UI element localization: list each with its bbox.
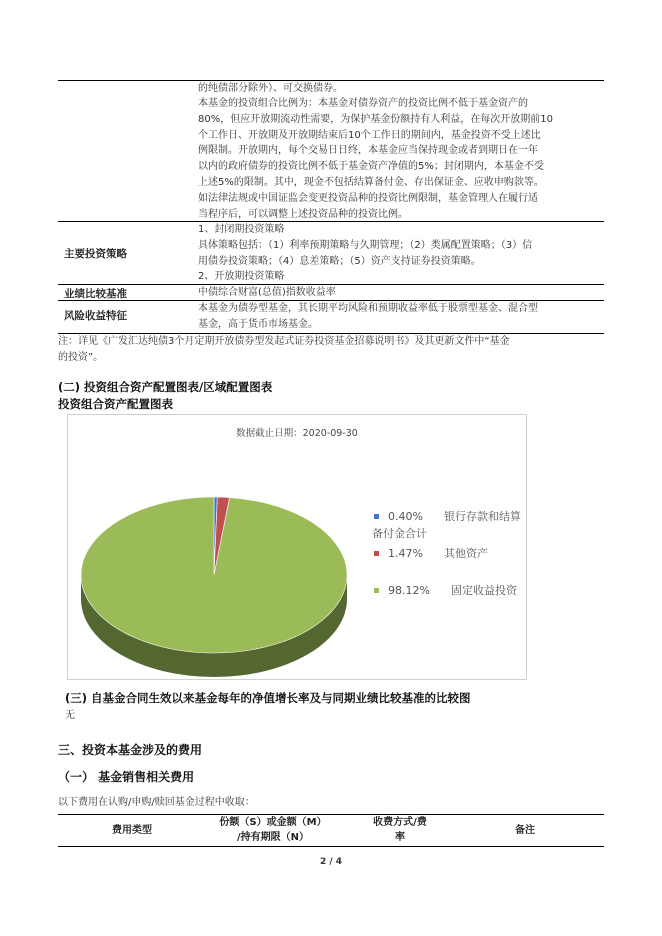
text-line: 用债券投资策略；（4）息差策略；（5）资产支持证券投资策略。 [198, 255, 481, 267]
legend-item-other [388, 545, 488, 561]
investment-scope-tail: 的纯债部分除外）、可交换债券。 [198, 83, 343, 94]
header-line: 收费方式/费 [373, 817, 427, 828]
pie-chart-frame [67, 414, 527, 680]
benchmark-label: 业绩比较基准 [64, 288, 127, 300]
text-line: 上述5%的限制。其中，现金不包括结算备付金、存出保证金、应收申购款等。 [198, 176, 544, 188]
chart-heading: 投资组合资产配置图表 [58, 397, 173, 411]
text-line: 基金，高于货币市场基金。 [198, 318, 318, 330]
legend-swatch-fixed [374, 588, 379, 593]
pie-chart [68, 415, 368, 679]
text-line: 2、开放期投资策略 [198, 271, 285, 283]
text-line: 本基金为债券型基金，其长期平均风险和预期收益率低于股票型基金、混合型 [198, 303, 538, 314]
fee-table-header-rule [58, 846, 604, 847]
page-number: 2 / 4 [319, 857, 343, 867]
legend-label: 银行存款和结算 [443, 510, 521, 523]
main-section-title: 三、投资本基金涉及的费用 [58, 743, 203, 757]
legend-item-deposit [388, 508, 521, 524]
legend-label: 其他资产 [443, 547, 488, 560]
section-3-title: (三) 自基金合同生效以来基金每年的净值增长率及与同期业绩比较基准的比较图 [65, 691, 471, 705]
note [58, 334, 606, 366]
header-line: 份额（S）或金额（M） [219, 817, 327, 828]
legend-label-line2: 备付金合计 [372, 527, 427, 540]
text-line: 当程序后，可以调整上述投资品种的投资比例。 [198, 208, 408, 220]
risk-label: 风险收益特征 [64, 310, 127, 322]
legend-label: 固定收益投资 [450, 584, 517, 597]
legend-percent: 1.47% [388, 547, 423, 560]
fee-intro: 以下费用在认购/申购/赎回基金过程中收取： [58, 797, 255, 808]
legend-item-fixed [388, 582, 517, 598]
text-line: 例限制。开放期内，每个交易日日终，本基金应当保持现金或者到期日在一年 [198, 145, 538, 157]
text-line: 本基金的投资组合比例为：本基金对债券资产的投资比例不低于基金资产的 [198, 98, 528, 109]
fee-col-type: 费用类型 [112, 825, 152, 836]
header-line: 率 [395, 832, 405, 843]
fee-col-share [208, 815, 338, 845]
chart-title: 数据截止日期：2020-09-30 [236, 428, 358, 439]
risk-text [198, 301, 603, 333]
pie-slice-2 [81, 497, 347, 653]
text-line: 1、封闭期投资策略 [198, 224, 285, 235]
note-line: 的投资”。 [58, 351, 104, 363]
sub-section-title: （一） 基金销售相关费用 [58, 770, 195, 784]
fee-col-rate [360, 815, 440, 845]
strategy-text [198, 222, 603, 285]
section-2-title: (二) 投资组合资产配置图表/区域配置图表 [58, 380, 273, 394]
investment-ratio-text [198, 96, 603, 222]
text-line: 具体策略包括：（1）利率预期策略与久期管理；（2）类属配置策略；（3）信 [198, 239, 533, 251]
text-line: 80%，但应开放期流动性需要，为保护基金份额持有人利益，在每次开放期前10 [198, 113, 553, 125]
benchmark-value: 中债综合财富(总值)指数收益率 [198, 287, 336, 298]
fee-col-remark: 备注 [515, 825, 535, 836]
legend-swatch-other [374, 551, 379, 556]
legend-percent: 0.40% [388, 510, 423, 523]
text-line: 个工作日、开放期及开放期结束后10个工作日的期间内，基金投资不受上述比 [198, 129, 541, 141]
legend-percent: 98.12% [388, 584, 430, 597]
legend-swatch-deposit [374, 514, 379, 519]
note-line: 注：详见《广发汇达纯债3个月定期开放债券型发起式证券投资基金招募说明书》及其更新文件中“基金 [58, 336, 510, 347]
text-line: 如法律法规或中国证监会变更投资品种的投资比例限制，基金管理人在履行适 [198, 192, 538, 204]
section-3-value: 无 [65, 710, 75, 721]
text-line: 以内的政府债券的投资比例不低于基金资产净值的5%；封闭期内，本基金不受 [198, 161, 544, 173]
strategy-label: 主要投资策略 [64, 248, 127, 260]
header-line: /持有期限（N） [236, 832, 310, 843]
